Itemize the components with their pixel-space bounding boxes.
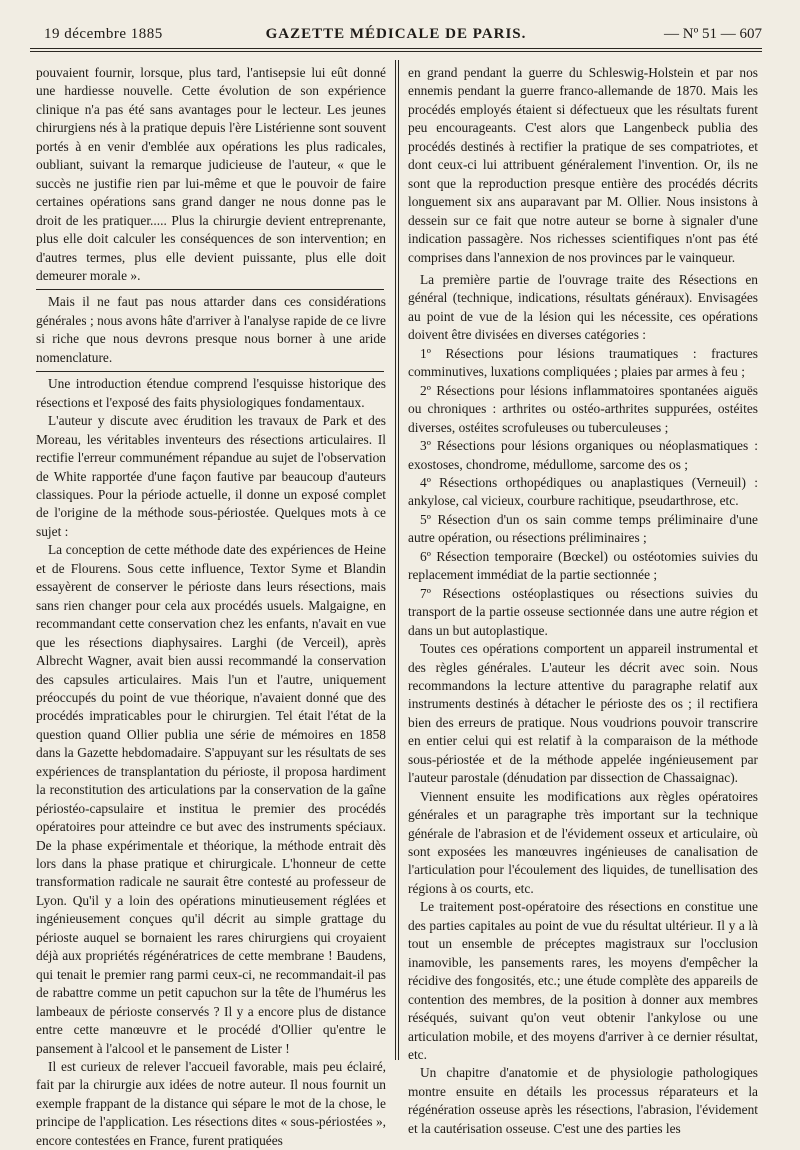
list-item: 4º Résections orthopédiques ou anaplastiques (Verneuil) : ankylose, cal vicieux, courbure rachitique, pseudarthrose, etc. (408, 474, 758, 509)
left-column (36, 64, 386, 1150)
right-column (408, 64, 758, 1138)
list-item: 5º Résection d'un os sain comme temps préliminaire d'une autre opération, ou résections préliminaires ; (408, 511, 758, 546)
paragraph: La conception de cette méthode date des expériences de Heine et de Flourens. Sous cette influence, Textor Syme et Blandin essayèrent de conserver le périoste dans leurs résections, mais sans rien changer pour cela aux procédés usuels. Malgaigne, en recommandant cette conservation chez les enfants, n'avait en vue que les résections diaphysaires. Larghi (de Verceil), après Albrecht Wagner, avait bien aussi recommandé la conservation des capsules articulaires. Mais l'un et l'autre, uniquement préoccupés du point de vue théorique, n'avaient donné que des procédés impraticables pour le chirurgien. Tel était l'état de la question quand Ollier publia une série de mémoires en 1858 dans la Gazette hebdomadaire. S'appuyant sur les résultats de ses expériences de transplantation du périoste, il proposa hardiment la reconstitution des articulations par la conservation de la gaîne périostéo-capsulaire et institua le premier des procédés opératoires pour atteindre ce but avec des instruments spéciaux. De la phase expérimentale et théorique, la méthode entrait dès lors dans la phase pratique et chirurgicale. L'honneur de cette transformation radicale ne saurait être contesté au professeur de Lyon. Qu'il y a loin des opérations minutieusement réglées et ingénieusement conçues qu'il décrit au simple grattage du périoste auquel se bornaient les rares chirurgiens qui croyaient déjà aux propriétés régénératrices de cette membrane ! Baudens, qui tenait le premier rang parmi ceux-ci, ne recommandait-il pas de rabattre comme un petit capuchon sur la tête de l'humérus les lambeaux de périoste conservés ? Il y a encore plus de distance entre cette manœuvre et le procédé d'Ollier qu'entre le pansement à l'alcool et le pansement de Lister ! (36, 542, 386, 1056)
list-item: 7º Résections ostéoplastiques ou résections suivies du transport de la partie osseuse sectionnée dans une autre région et dans un but autoplastique. (408, 585, 758, 638)
paragraph: Il est curieux de relever l'accueil favorable, mais peu éclairé, fait par la chirurgie aux idées de notre auteur. Il nous fournit un exemple frappant de la distance qui sépare le mot de la chose, le principe de l'application. Les résections dites « sous-périostées », encore contestées en France, furent pratiquées (36, 1059, 386, 1148)
paragraph: Le traitement post-opératoire des résections en constitue une des parties capitales au point de vue du résultat ultérieur. Il y a là tout un ensemble de préceptes magistraux sur l'occlusion inamovible, les pansements rares, les moyens d'empêcher la récidive des fongosités, etc.; une étude complète des appareils de contention des membres, de la position à donner aux membres réséqués, suivant qu'on veut obtenir l'ankylose ou une articulation mobile, et des moyens d'arriver à ce dernier résultat, etc. (408, 899, 758, 1063)
paragraph: en grand pendant la guerre du Schleswig-Holstein et par nos ennemis pendant la guerre franco-allemande de 1870. Mais les procédés employés étaient si défectueux que les résultats furent peu encourageants. C'est alors que Langenbeck publia des procédés destinés à rectifier la pratique de ses compatriotes, et dont ceux-ci lui attribuent généralement l'invention. Or, ils ne sont que la reproduction presque entière des procédés décrits longuement six ans auparavant par M. Ollier. Nous insistons à dessein sur ce fait que notre auteur se borne à signaler d'une indication passagère. Nos richesses scientifiques n'ont pas été comprises dans l'annexion de nos provinces par le vainqueur. (408, 65, 758, 265)
paragraph: La première partie de l'ouvrage traite des Résections en général (technique, indications, résultats généraux). Envisagées au point de vue de la lésion qui les nécessite, ces opérations doivent être divisées en diverses catégories : (408, 271, 758, 343)
list-item: 3º Résections pour lésions organiques ou néoplasmatiques : exostoses, chondrome, médullome, sarcome des os ; (408, 438, 758, 472)
journal-title: GAZETTE MÉDICALE DE PARIS. (265, 26, 527, 42)
header-rule-double (30, 51, 762, 52)
section-rule (36, 289, 384, 290)
paragraph: Un chapitre d'anatomie et de physiologie pathologiques montre ensuite en détails les processus réparateurs et la régénération osseuse après les résections, l'abrasion, l'évidement et la cautérisation osseuse. C'est une des parties les (408, 1065, 758, 1136)
paragraph: Toutes ces opérations comportent un appareil instrumental et des règles générales. L'auteur les décrit avec soin. Nous recommandons la lecture attentive du paragraphe relatif aux instruments destinés à détacher le périoste des os ; il rectifiera bien des erreurs de pratique. Nous voudrions pouvoir transcrire en entier celui qui est relatif à la comparaison de la méthode sous-périostée et de la méthode appelée ingénieusement par l'auteur parostale (dénudation par dissection de Chassaignac). (408, 641, 758, 786)
paragraph: Mais il ne faut pas nous attarder dans ces considérations générales ; nous avons hâte d'arriver à l'analyse rapide de ce livre si riche que nous devrons presque nous borner à une aride nomenclature. (36, 294, 386, 365)
list-item: 6º Résection temporaire (Bœckel) ou ostéotomies suivies du replacement immédiat de la partie sectionnée ; (408, 548, 758, 583)
list-item: 2º Résections pour lésions inflammatoires spontanées aiguës ou chroniques : arthrites ou ostéo-arthrites suppurées, ostéites diverses, ostéites scrofuleuses ou tuberculeuses ; (408, 382, 758, 435)
issue-date: 19 décembre 1885 (44, 26, 163, 42)
page-header (30, 22, 762, 46)
column-divider-double (398, 60, 399, 1060)
list-item: 1º Résections pour lésions traumatiques : fractures comminutives, luxations compliquées ; plaies par armes à feu ; (408, 345, 758, 380)
column-divider (395, 60, 396, 1060)
paragraph: Viennent ensuite les modifications aux règles opératoires générales et un paragraphe très important sur la technique générale de l'abrasion et de l'évidement osseux et articulaire, où sont exposées les manœuvres ingénieuses de canalisation de l'articulation pour l'écoulement des liquides, de tunellisation des régions à os courts, etc. (408, 788, 758, 896)
section-rule (36, 371, 384, 372)
issue-page-number: — Nº 51 — 607 (664, 26, 762, 42)
paragraph: L'auteur y discute avec érudition les travaux de Park et des Moreau, les véritables inventeurs des résections articulaires. Il rectifie l'erreur communément répandue au sujet de l'observation de White rapportée d'une façon fautive par beaucoup d'auteurs classiques. Pour la période actuelle, il donne un exposé complet de l'origine de la méthode sous-périostée. Quelques mots à ce sujet : (36, 413, 386, 539)
header-rule (30, 48, 762, 49)
paragraph: pouvaient fournir, lorsque, plus tard, l'antisepsie lui eût donné une hardiesse nouvelle. Cette évolution de son expérience clinique n'a pas été sans avantages pour le lecteur. Les jeunes chirurgiens nés à la pratique depuis l'ère Listérienne sont souvent portés à en venir d'emblée aux opérations les plus radicales, oubliant, suivant la remarque judicieuse de l'auteur, « que le succès ne justifie rien par lui-même et que le pouvoir de faire certaines opérations sans grand danger ne nous donne pas le droit de les pratiquer..... Plus la chirurgie devient entreprenante, plus elle doit calculer les conséquences de son intervention; en d'autres termes, plus elle devient puissante, plus elle doit demeurer morale ». (36, 65, 386, 283)
paragraph: Une introduction étendue comprend l'esquisse historique des résections et l'exposé des faits physiologiques fondamentaux. (36, 376, 386, 410)
